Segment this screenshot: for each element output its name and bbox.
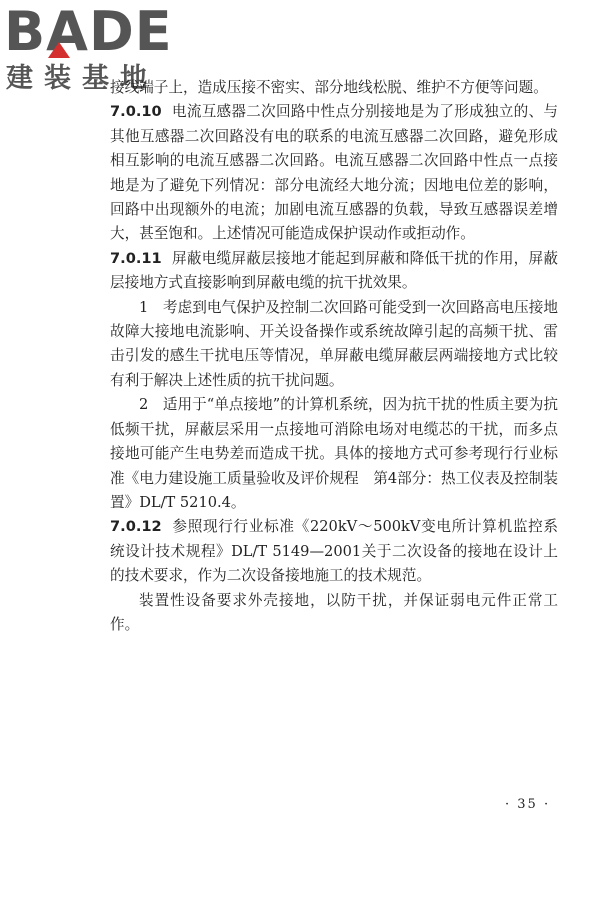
paragraph-text: 装置性设备要求外壳接地，以防干扰，并保证弱电元件正常工作。 [110, 591, 558, 633]
logo-wordmark: BADE [4, 0, 173, 63]
page-number: · 35 · [505, 797, 551, 812]
clause-7-0-12 [110, 515, 558, 588]
clause-number: 7.0.10 [110, 103, 162, 121]
paragraph-text: 参照现行行业标准《220kV～500kV变电所计算机监控系统设计技术规程》DL/T 5149—2001关于二次设备的接地在设计上的技术要求，作为二次设备接地施工的技术规范。 [110, 518, 558, 585]
paragraph-text: 1 考虑到电气保护及控制二次回路可能受到一次回路高电压接地故障大接地电流影响、开关设备操作或系统故障引起的高频干扰、雷击引发的感生干扰电压等情况，单屏蔽电缆屏蔽层两端接地方式比较有利于解决上述性质的抗干扰问题。 [110, 298, 558, 389]
paragraph-continuation [110, 76, 558, 100]
list-item-2 [110, 393, 558, 515]
list-item-1 [110, 296, 558, 394]
clause-number: 7.0.12 [110, 518, 162, 536]
clause-number: 7.0.11 [110, 249, 162, 267]
paragraph-text: 屏蔽电缆屏蔽层接地才能起到屏蔽和降低干扰的作用，屏蔽层接地方式直接影响到屏蔽电缆的抗干扰效果。 [110, 249, 558, 292]
clause-7-0-10 [110, 100, 558, 246]
paragraph-text: 2 适用于“单点接地”的计算机系统，因为抗干扰的性质主要为抗低频干扰，屏蔽层采用一点接地可消除电场对电缆芯的干扰，而多点接地可能产生电势差而造成干扰。具体的接地方式可参考现行行业标准《电力建设施工质量验收及评价规程 第4部分：热工仪表及控制装置》DL/T 5210.4。 [110, 396, 558, 511]
clause-7-0-11 [110, 247, 558, 296]
logo-subtitle: 建装基地 [6, 63, 158, 94]
paragraph-text: 电流互感器二次回路中性点分别接地是为了形成独立的、与其他互感器二次回路没有电的联系的电流互感器二次回路，避免形成相互影响的电流互感器二次回路。电流互感器二次回路中性点一点接地是为了避免下列情况：部分电流经大地分流；因地电位差的影响，回路中出现额外的电流；加剧电流互感器的负载，导致互感器误差增大，甚至饱和。上述情况可能造成保护误动作或拒动作。 [110, 103, 558, 243]
document-body [110, 76, 558, 637]
logo-accent-triangle [48, 42, 70, 58]
closing-paragraph [110, 589, 558, 638]
paragraph-text: 接线端子上，造成压接不密实、部分地线松脱、维护不方便等问题。 [110, 79, 548, 96]
